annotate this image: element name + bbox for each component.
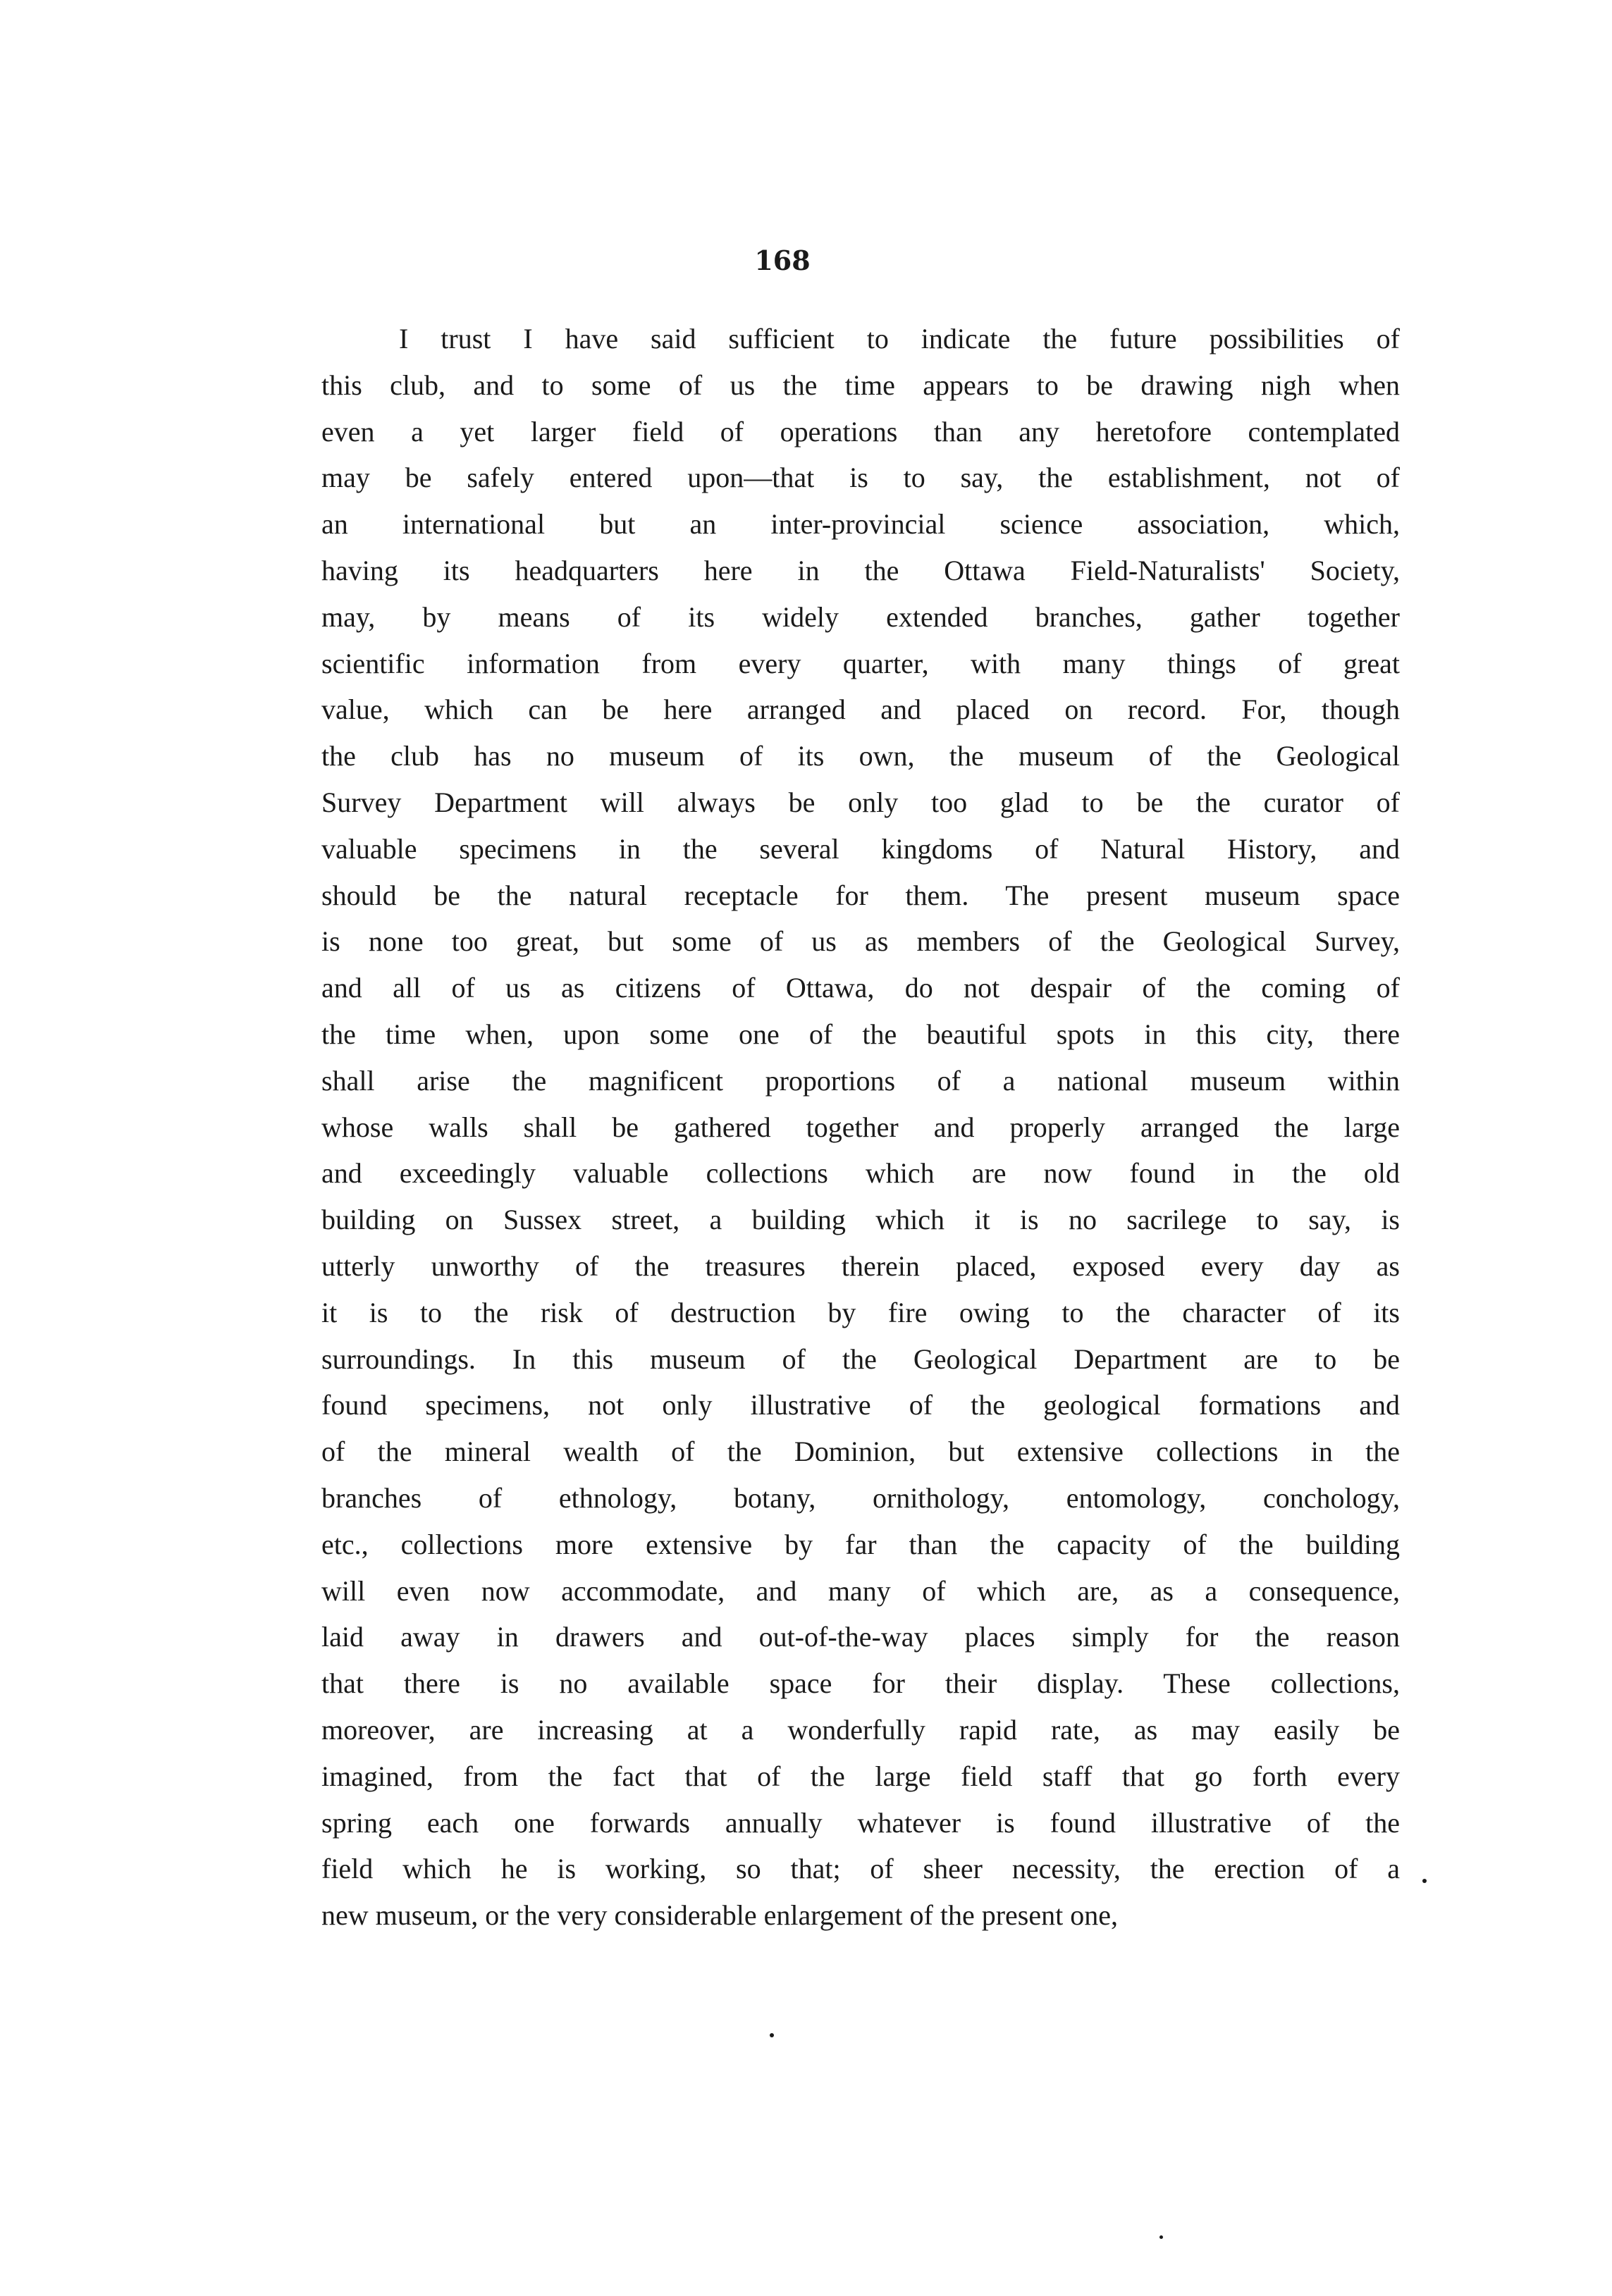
text-line: surroundings. In this museum of the Geological Department are to be bbox=[321, 1343, 1400, 1375]
text-line: laid away in drawers and out-of-the-way places simply for the reason bbox=[321, 1621, 1400, 1653]
text-line: may be safely entered upon—that is to say, the establishment, not of bbox=[321, 462, 1400, 494]
body-paragraph bbox=[321, 316, 1400, 1939]
text-line: I trust I have said sufficient to indicate the future possibilities of bbox=[399, 323, 1400, 354]
text-line: even a yet larger field of operations than any heretofore contemplated bbox=[321, 415, 1400, 448]
text-line: the time when, upon some one of the beautiful spots in this city, there bbox=[321, 1018, 1400, 1050]
text-line: may, by means of its widely extended branches, gather together bbox=[321, 600, 1400, 633]
text-line: it is to the risk of destruction by fire owing to the character of its bbox=[321, 1296, 1400, 1328]
text-line: that there is no available space for their display. These collections, bbox=[321, 1667, 1400, 1700]
text-line: shall arise the magnificent proportions of a national museum within bbox=[321, 1064, 1400, 1097]
text-line: found specimens, not only illustrative of the geological formations and bbox=[321, 1389, 1400, 1421]
page-number: 168 bbox=[754, 245, 811, 276]
text-line: scientific information from every quarter, with many things of great bbox=[321, 647, 1400, 679]
scan-speck bbox=[1422, 1879, 1427, 1883]
text-line: building on Sussex street, a building which it is no sacrilege to say, is bbox=[321, 1204, 1400, 1236]
scan-speck bbox=[770, 2033, 774, 2037]
text-line: Survey Department will always be only too glad to be the curator of bbox=[321, 786, 1400, 818]
text-line: and exceedingly valuable collections which are now found in the old bbox=[321, 1157, 1400, 1190]
text-line: this club, and to some of us the time appears to be drawing nigh when bbox=[321, 369, 1400, 401]
text-line: and all of us as citizens of Ottawa, do not despair of the coming of bbox=[321, 972, 1400, 1004]
text-line: etc., collections more extensive by far than the capacity of the building bbox=[321, 1528, 1400, 1560]
text-line: imagined, from the fact that of the large field staff that go forth every bbox=[321, 1760, 1400, 1792]
text-line: whose walls shall be gathered together and properly arranged the large bbox=[321, 1111, 1400, 1143]
text-line: spring each one forwards annually whatever is found illustrative of the bbox=[321, 1806, 1400, 1839]
text-line: of the mineral wealth of the Dominion, but extensive collections in the bbox=[321, 1436, 1400, 1468]
text-line: new museum, or the very considerable enlargement of the present one, bbox=[321, 1899, 1118, 1932]
text-line: field which he is working, so that; of sheer necessity, the erection of a bbox=[321, 1853, 1400, 1885]
text-line: utterly unworthy of the treasures therein placed, exposed every day as bbox=[321, 1249, 1400, 1282]
text-line: will even now accommodate, and many of which are, as a consequence, bbox=[321, 1574, 1400, 1607]
text-line: is none too great, but some of us as members of the Geological Survey, bbox=[321, 925, 1400, 958]
text-line: branches of ethnology, botany, ornithology, entomology, conchology, bbox=[321, 1481, 1400, 1514]
text-line: valuable specimens in the several kingdoms of Natural History, and bbox=[321, 832, 1400, 865]
text-line: value, which can be here arranged and placed on record. For, though bbox=[321, 693, 1400, 726]
scan-speck bbox=[1159, 2235, 1163, 2239]
text-line: moreover, are increasing at a wonderfully rapid rate, as may easily be bbox=[321, 1713, 1400, 1746]
text-line: the club has no museum of its own, the museum of the Geological bbox=[321, 740, 1400, 772]
text-line: an international but an inter-provincial science association, which, bbox=[321, 508, 1400, 541]
text-line: having its headquarters here in the Ottawa Field-Naturalists' Society, bbox=[321, 554, 1400, 586]
text-line: should be the natural receptacle for them. The present museum space bbox=[321, 879, 1400, 911]
